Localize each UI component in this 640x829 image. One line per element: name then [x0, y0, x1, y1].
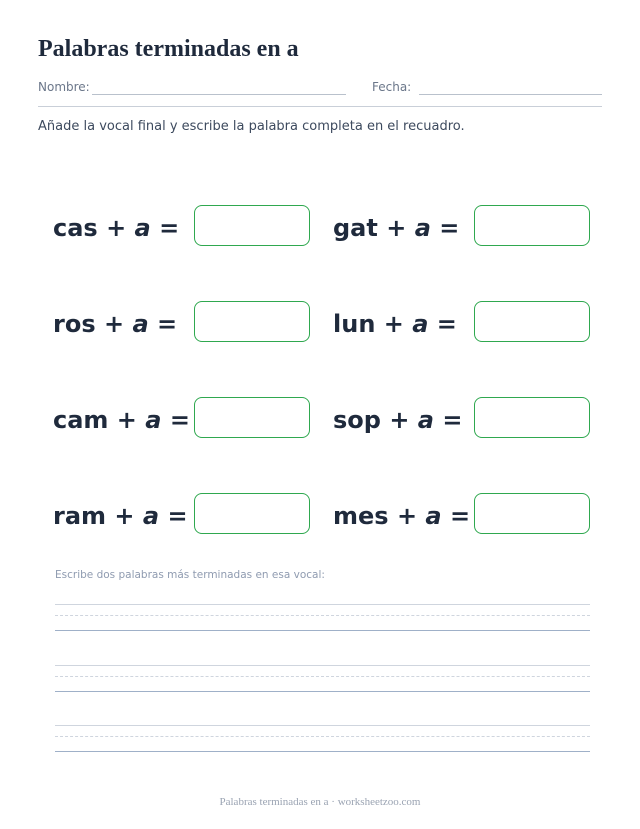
footer-text: Palabras terminadas en a · worksheetzoo.com: [219, 796, 421, 808]
name-field[interactable]: [92, 94, 346, 95]
writing-line-base[interactable]: [55, 751, 590, 752]
answer-box[interactable]: [474, 301, 590, 342]
answer-box[interactable]: [194, 301, 310, 342]
writing-line-base[interactable]: [55, 630, 590, 631]
header-divider: [38, 106, 602, 107]
equation: gat + a =: [333, 214, 460, 242]
equation: ram + a =: [53, 502, 188, 530]
writing-line-top: [55, 604, 590, 605]
equation: ros + a =: [53, 310, 178, 338]
answer-box[interactable]: [194, 493, 310, 534]
writing-prompt: Escribe dos palabras más terminadas en esa vocal:: [55, 569, 325, 581]
name-label: Nombre:: [38, 80, 90, 94]
writing-line-mid: [55, 736, 590, 737]
answer-box[interactable]: [474, 493, 590, 534]
writing-line-mid: [55, 615, 590, 616]
writing-line-top: [55, 665, 590, 666]
page-title: Palabras terminadas en a: [38, 36, 299, 62]
writing-line-top: [55, 725, 590, 726]
answer-box[interactable]: [194, 397, 310, 438]
equation: cam + a =: [53, 406, 190, 434]
date-field[interactable]: [419, 94, 602, 95]
equation: cas + a =: [53, 214, 180, 242]
answer-box[interactable]: [474, 205, 590, 246]
answer-box[interactable]: [194, 205, 310, 246]
instruction-text: Añade la vocal final y escribe la palabra completa en el recuadro.: [38, 119, 465, 134]
writing-line-mid: [55, 676, 590, 677]
answer-box[interactable]: [474, 397, 590, 438]
writing-line-base[interactable]: [55, 691, 590, 692]
equation: sop + a =: [333, 406, 463, 434]
date-label: Fecha:: [372, 80, 412, 94]
equation: mes + a =: [333, 502, 471, 530]
equation: lun + a =: [333, 310, 457, 338]
